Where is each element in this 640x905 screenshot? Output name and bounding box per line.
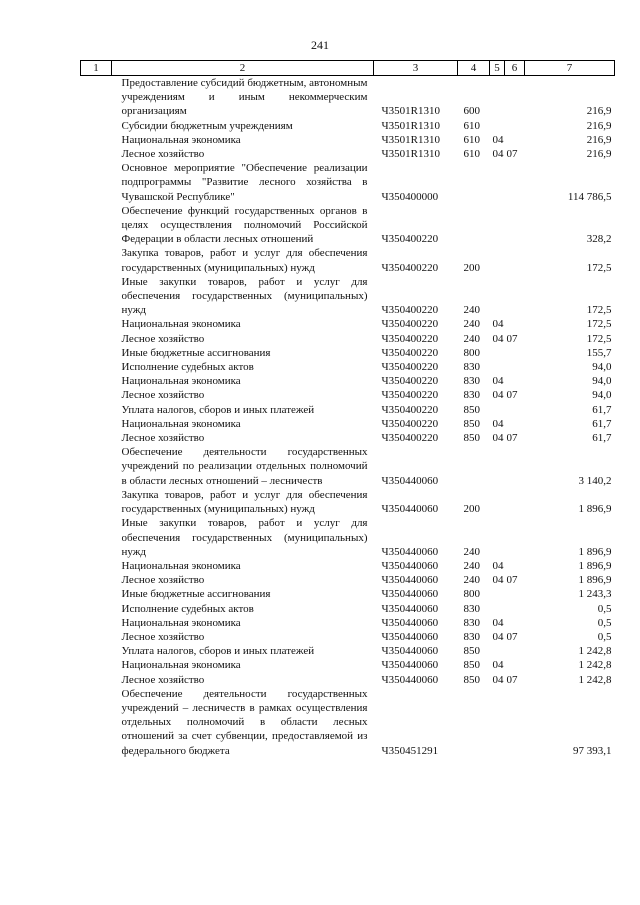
row-rz-cell <box>490 516 505 559</box>
table-row <box>81 374 615 388</box>
row-pr-cell <box>505 559 525 573</box>
row-csr-cell: Ч350451291 <box>381 744 439 757</box>
row-name-cell: Уплата налогов, сборов и иных платежей <box>121 645 315 658</box>
row-rz-cell: 04 <box>492 616 504 629</box>
row-pr-cell <box>505 516 525 559</box>
row-vr-cell: 830 <box>463 602 480 615</box>
row-csr-cell: Ч3501R1310 <box>381 148 440 161</box>
row-vr-cell: 830 <box>463 361 480 374</box>
row-name-cell: Национальная экономика <box>121 375 241 388</box>
table-row <box>81 403 615 417</box>
row-csr-cell: Ч350400220 <box>381 304 439 317</box>
row-pr-cell <box>505 403 525 417</box>
row-rz-cell <box>490 346 505 360</box>
row-rz-cell <box>490 403 505 417</box>
row-csr-cell: Ч350400220 <box>381 332 439 345</box>
row-name-cell: Предоставление субсидий бюджетным, автономным учреждениям и иным некоммерческим организациям <box>121 77 368 118</box>
row-csr-cell: Ч350440060 <box>381 588 439 601</box>
column-number-header <box>81 61 615 76</box>
row-sum-cell: 1 242,8 <box>578 673 612 686</box>
row-pr-cell: 07 <box>506 148 518 161</box>
row-index-cell <box>81 246 112 274</box>
table-row <box>81 516 615 559</box>
row-sum-cell: 3 140,2 <box>578 474 612 487</box>
row-name-cell: Исполнение судебных актов <box>121 602 254 615</box>
row-sum-cell: 216,9 <box>586 119 612 132</box>
row-sum-cell: 328,2 <box>586 233 612 246</box>
row-sum-cell: 1 896,9 <box>578 574 612 587</box>
header-col-3: 3 <box>374 61 458 76</box>
row-rz-cell <box>490 602 505 616</box>
row-sum-cell: 114 786,5 <box>567 190 612 203</box>
row-index-cell <box>81 403 112 417</box>
table-row <box>81 559 615 573</box>
row-vr-cell: 830 <box>463 375 480 388</box>
table-row <box>81 602 615 616</box>
row-name-cell: Лесное хозяйство <box>121 389 205 402</box>
row-vr-cell: 610 <box>463 148 480 161</box>
row-vr-cell: 800 <box>463 588 480 601</box>
row-pr-cell: 07 <box>506 574 518 587</box>
table-row <box>81 161 615 204</box>
row-csr-cell: Ч350400220 <box>381 375 439 388</box>
row-vr-cell: 830 <box>463 616 480 629</box>
row-rz-cell: 04 <box>492 332 504 345</box>
row-vr-cell: 200 <box>463 503 480 516</box>
row-csr-cell: Ч350400000 <box>381 190 439 203</box>
row-pr-cell <box>505 587 525 601</box>
row-sum-cell: 97 393,1 <box>573 744 612 757</box>
row-rz-cell <box>490 76 505 119</box>
row-name-cell: Лесное хозяйство <box>121 574 205 587</box>
row-index-cell <box>81 147 112 161</box>
row-rz-cell: 04 <box>492 148 504 161</box>
row-rz-cell: 04 <box>492 318 504 331</box>
row-vr-cell: 240 <box>463 332 480 345</box>
row-vr-cell: 830 <box>463 630 480 643</box>
header-col-1: 1 <box>81 61 112 76</box>
row-rz-cell: 04 <box>492 659 504 672</box>
row-name-cell: Национальная экономика <box>121 616 241 629</box>
row-sum-cell: 94,0 <box>592 361 612 374</box>
table-row <box>81 119 615 133</box>
row-sum-cell: 172,5 <box>586 261 612 274</box>
row-sum-cell: 0,5 <box>597 602 612 615</box>
row-index-cell <box>81 445 112 488</box>
row-name-cell: Обеспечение деятельности государственных учреждений – лесничеств в рамках осуществления отдельных полномочий в области лесных отношений за счет субвенции, предоставляемой из федерального бюджета <box>121 687 368 757</box>
row-sum-cell: 172,5 <box>586 304 612 317</box>
row-sum-cell: 172,5 <box>586 318 612 331</box>
row-sum-cell: 216,9 <box>586 105 612 118</box>
row-csr-cell: Ч350400220 <box>381 417 439 430</box>
row-index-cell <box>81 644 112 658</box>
table-row <box>81 133 615 147</box>
row-csr-cell: Ч350400220 <box>381 361 439 374</box>
row-index-cell <box>81 119 112 133</box>
row-rz-cell <box>490 161 505 204</box>
row-vr-cell: 850 <box>463 645 480 658</box>
row-name-cell: Иные бюджетные ассигнования <box>121 588 271 601</box>
row-pr-cell <box>505 687 525 758</box>
row-vr-cell: 240 <box>463 318 480 331</box>
row-pr-cell <box>505 346 525 360</box>
table-row <box>81 204 615 247</box>
row-index-cell <box>81 431 112 445</box>
row-index-cell <box>81 204 112 247</box>
row-sum-cell: 155,7 <box>586 346 612 359</box>
row-index-cell <box>81 488 112 516</box>
row-vr-cell <box>458 204 490 247</box>
row-vr-cell: 850 <box>463 432 480 445</box>
row-rz-cell <box>490 360 505 374</box>
row-index-cell <box>81 332 112 346</box>
row-pr-cell <box>505 76 525 119</box>
row-name-cell: Лесное хозяйство <box>121 630 205 643</box>
row-csr-cell: Ч3501R1310 <box>381 105 440 118</box>
row-rz-cell: 04 <box>492 133 504 146</box>
row-pr-cell: 07 <box>506 432 518 445</box>
table-row <box>81 587 615 601</box>
row-rz-cell: 04 <box>492 417 504 430</box>
budget-table <box>80 60 615 758</box>
row-index-cell <box>81 673 112 687</box>
row-rz-cell: 04 <box>492 375 504 388</box>
row-rz-cell <box>490 445 505 488</box>
row-sum-cell: 1 896,9 <box>578 559 612 572</box>
row-csr-cell: Ч350440060 <box>381 559 439 572</box>
row-name-cell: Лесное хозяйство <box>121 148 205 161</box>
row-vr-cell: 850 <box>463 403 480 416</box>
table-row <box>81 630 615 644</box>
row-sum-cell: 1 896,9 <box>578 503 612 516</box>
row-vr-cell: 610 <box>463 133 480 146</box>
row-sum-cell: 1 242,8 <box>578 659 612 672</box>
row-vr-cell <box>458 687 490 758</box>
row-pr-cell <box>505 133 525 147</box>
row-rz-cell <box>490 275 505 318</box>
row-vr-cell: 850 <box>463 673 480 686</box>
row-name-cell: Иные закупки товаров, работ и услуг для обеспечения государственных (муниципальных) нужд <box>121 517 368 558</box>
row-index-cell <box>81 161 112 204</box>
row-pr-cell <box>505 445 525 488</box>
page-number: 241 <box>311 38 329 52</box>
row-pr-cell <box>505 616 525 630</box>
row-csr-cell: Ч3501R1310 <box>381 119 440 132</box>
row-pr-cell <box>505 644 525 658</box>
row-name-cell: Лесное хозяйство <box>121 432 205 445</box>
header-col-7: 7 <box>525 61 615 76</box>
row-name-cell: Национальная экономика <box>121 133 241 146</box>
row-csr-cell: Ч350440060 <box>381 630 439 643</box>
row-csr-cell: Ч350440060 <box>381 574 439 587</box>
row-csr-cell: Ч350440060 <box>381 659 439 672</box>
row-index-cell <box>81 687 112 758</box>
row-pr-cell <box>505 317 525 331</box>
row-vr-cell <box>458 161 490 204</box>
row-sum-cell: 0,5 <box>597 630 612 643</box>
row-vr-cell: 610 <box>463 119 480 132</box>
row-sum-cell: 1 243,3 <box>578 588 612 601</box>
row-pr-cell <box>505 374 525 388</box>
row-index-cell <box>81 346 112 360</box>
row-pr-cell <box>505 658 525 672</box>
row-rz-cell <box>490 204 505 247</box>
row-rz-cell: 04 <box>492 630 504 643</box>
row-rz-cell: 04 <box>492 574 504 587</box>
row-csr-cell: Ч350400220 <box>381 389 439 402</box>
table-row <box>81 687 615 758</box>
row-pr-cell: 07 <box>506 332 518 345</box>
row-sum-cell: 61,7 <box>592 403 612 416</box>
row-vr-cell <box>458 445 490 488</box>
row-pr-cell <box>505 275 525 318</box>
row-index-cell <box>81 559 112 573</box>
row-sum-cell: 172,5 <box>586 332 612 345</box>
table-row <box>81 317 615 331</box>
table-row <box>81 76 615 119</box>
row-pr-cell <box>505 246 525 274</box>
table-row <box>81 388 615 402</box>
row-rz-cell <box>490 644 505 658</box>
row-csr-cell: Ч350440060 <box>381 602 439 615</box>
row-name-cell: Лесное хозяйство <box>121 332 205 345</box>
row-index-cell <box>81 417 112 431</box>
table-row <box>81 658 615 672</box>
header-col-5: 5 <box>490 61 505 76</box>
table-row <box>81 275 615 318</box>
row-rz-cell <box>490 488 505 516</box>
table-row <box>81 246 615 274</box>
row-index-cell <box>81 76 112 119</box>
table-row <box>81 573 615 587</box>
row-name-cell: Национальная экономика <box>121 318 241 331</box>
row-vr-cell: 830 <box>463 389 480 402</box>
row-name-cell: Национальная экономика <box>121 559 241 572</box>
row-rz-cell <box>490 587 505 601</box>
header-col-4: 4 <box>458 61 490 76</box>
row-name-cell: Закупка товаров, работ и услуг для обеспечения государственных (муниципальных) нужд <box>121 247 368 274</box>
row-csr-cell: Ч350400220 <box>381 403 439 416</box>
row-csr-cell: Ч350440060 <box>381 503 439 516</box>
row-csr-cell: Ч350440060 <box>381 645 439 658</box>
row-pr-cell <box>505 360 525 374</box>
table-row <box>81 346 615 360</box>
row-rz-cell: 04 <box>492 673 504 686</box>
row-sum-cell: 216,9 <box>586 148 612 161</box>
row-pr-cell: 07 <box>506 630 518 643</box>
row-vr-cell: 800 <box>463 346 480 359</box>
row-sum-cell: 61,7 <box>592 432 612 445</box>
row-vr-cell: 240 <box>463 304 480 317</box>
row-pr-cell <box>505 161 525 204</box>
row-pr-cell: 07 <box>506 673 518 686</box>
table-row <box>81 616 615 630</box>
row-index-cell <box>81 587 112 601</box>
row-vr-cell: 600 <box>463 105 480 118</box>
row-csr-cell: Ч350440060 <box>381 673 439 686</box>
row-name-cell: Национальная экономика <box>121 417 241 430</box>
table-row <box>81 332 615 346</box>
row-vr-cell: 850 <box>463 659 480 672</box>
row-csr-cell: Ч350440060 <box>381 616 439 629</box>
row-name-cell: Национальная экономика <box>121 659 241 672</box>
row-name-cell: Субсидии бюджетным учреждениям <box>121 119 293 132</box>
row-name-cell: Уплата налогов, сборов и иных платежей <box>121 403 315 416</box>
row-sum-cell: 61,7 <box>592 417 612 430</box>
row-sum-cell: 1 896,9 <box>578 545 612 558</box>
row-rz-cell: 04 <box>492 389 504 402</box>
table-row <box>81 431 615 445</box>
row-rz-cell <box>490 687 505 758</box>
row-csr-cell: Ч350440060 <box>381 474 439 487</box>
table-row <box>81 417 615 431</box>
row-csr-cell: Ч3501R1310 <box>381 133 440 146</box>
row-index-cell <box>81 360 112 374</box>
row-index-cell <box>81 388 112 402</box>
row-index-cell <box>81 616 112 630</box>
row-index-cell <box>81 630 112 644</box>
header-col-6: 6 <box>505 61 525 76</box>
row-rz-cell <box>490 246 505 274</box>
row-csr-cell: Ч350400220 <box>381 318 439 331</box>
row-vr-cell: 240 <box>463 559 480 572</box>
table-row <box>81 360 615 374</box>
row-pr-cell <box>505 119 525 133</box>
row-csr-cell: Ч350440060 <box>381 545 439 558</box>
row-name-cell: Обеспечение деятельности государственных учреждений по реализации отдельных полномочий в области лесных отношений – лесничеств <box>121 446 368 487</box>
table-row <box>81 445 615 488</box>
table-row <box>81 644 615 658</box>
row-name-cell: Основное мероприятие "Обеспечение реализации подпрограммы "Развитие лесного хозяйства в Чувашской Республике" <box>121 162 368 203</box>
row-csr-cell: Ч350400220 <box>381 233 439 246</box>
row-rz-cell: 04 <box>492 432 504 445</box>
row-index-cell <box>81 516 112 559</box>
row-csr-cell: Ч350400220 <box>381 261 439 274</box>
row-pr-cell <box>505 488 525 516</box>
row-index-cell <box>81 602 112 616</box>
row-index-cell <box>81 317 112 331</box>
row-name-cell: Закупка товаров, работ и услуг для обеспечения государственных (муниципальных) нужд <box>121 488 368 516</box>
table-row <box>81 147 615 161</box>
table-row <box>81 488 615 516</box>
row-index-cell <box>81 133 112 147</box>
header-col-2: 2 <box>112 61 374 76</box>
row-name-cell: Лесное хозяйство <box>121 673 205 686</box>
row-vr-cell: 240 <box>463 545 480 558</box>
row-sum-cell: 0,5 <box>597 616 612 629</box>
row-index-cell <box>81 275 112 318</box>
row-sum-cell: 94,0 <box>592 389 612 402</box>
row-vr-cell: 200 <box>463 261 480 274</box>
row-index-cell <box>81 658 112 672</box>
row-vr-cell: 850 <box>463 417 480 430</box>
row-name-cell: Исполнение судебных актов <box>121 361 254 374</box>
row-vr-cell: 240 <box>463 574 480 587</box>
row-name-cell: Иные закупки товаров, работ и услуг для обеспечения государственных (муниципальных) нужд <box>121 275 368 317</box>
row-pr-cell <box>505 417 525 431</box>
row-sum-cell: 1 242,8 <box>578 645 612 658</box>
row-pr-cell: 07 <box>506 389 518 402</box>
row-name-cell: Обеспечение функций государственных органов в целях осуществления полномочий Российской Федерации в области лесных отношений <box>121 204 368 246</box>
row-rz-cell: 04 <box>492 559 504 572</box>
row-pr-cell <box>505 602 525 616</box>
row-sum-cell: 216,9 <box>586 133 612 146</box>
row-name-cell: Иные бюджетные ассигнования <box>121 346 271 359</box>
row-pr-cell <box>505 204 525 247</box>
row-index-cell <box>81 374 112 388</box>
row-index-cell <box>81 573 112 587</box>
row-sum-cell: 94,0 <box>592 375 612 388</box>
row-rz-cell <box>490 119 505 133</box>
row-csr-cell: Ч350400220 <box>381 346 439 359</box>
row-csr-cell: Ч350400220 <box>381 432 439 445</box>
table-row <box>81 673 615 687</box>
